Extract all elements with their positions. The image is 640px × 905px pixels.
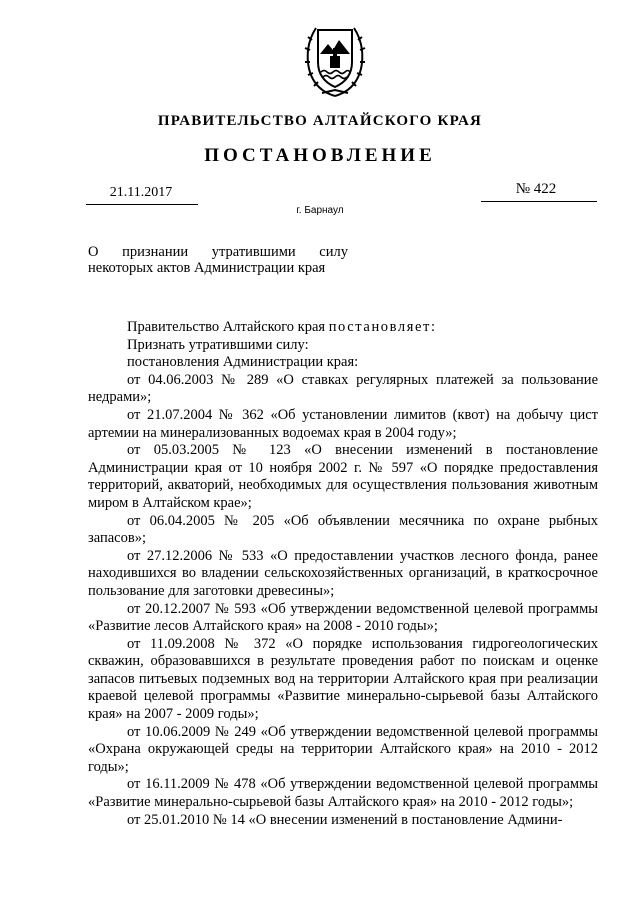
list-item: от 04.06.2003 № 289 «О ставках регулярных платежей за пользование недрами»;	[88, 371, 598, 406]
list-item: от 20.12.2007 № 593 «Об утверждении ведомственной целевой программы «Развитие лесов Алтайского края» на 2008 - 2010 годы»;	[88, 600, 598, 635]
intro-paragraph	[88, 319, 598, 337]
coat-of-arms-emblem	[300, 20, 370, 100]
city-label: г. Барнаул	[296, 205, 344, 216]
list-heading-paragraph: постановления Администрации края:	[127, 354, 359, 371]
list-item: от 25.01.2010 № 14 «О внесении изменений в постановление Админи-	[127, 811, 563, 828]
document-date: 21.11.2017	[109, 185, 173, 200]
list-item: от 11.09.2008 № 372 «О порядке использования гидрогеологических скважин, образовавшихся в результате проведения работ по поискам и оценке запасов питьевых подземных вод на территории Алтайского края при реализации краевой целевой программы «Развитие минерально-сырьевой базы Алтайского края» на 2007 - 2009 годы»;	[88, 635, 598, 723]
document-number: № 422	[515, 181, 557, 197]
list-item: от 05.03.2005 № 123 «О внесении изменений в постановление Администрации края от 10 ноября 2002 г. № 597 «О порядке предоставления территорий, акваторий, необходимых для осуществления пользования животным миром в Алтайском крае»;	[88, 442, 598, 511]
number-underline	[481, 201, 597, 202]
document-subject: О признании утратившими силу некоторых актов Администрации края	[88, 244, 348, 276]
document-body	[88, 319, 598, 829]
organization-title: ПРАВИТЕЛЬСТВО АЛТАЙСКОГО КРАЯ	[157, 113, 483, 129]
intro-action-text: постановляет:	[328, 319, 437, 335]
intro-text: Правительство Алтайского края	[127, 319, 326, 335]
declaration-paragraph: Признать утратившими силу:	[127, 336, 309, 353]
document-type-title: ПОСТАНОВЛЕНИЕ	[204, 145, 436, 166]
list-item: от 21.07.2004 № 362 «Об установлении лимитов (квот) на добычу цист артемии на минерализованных водоемах края в 2004 году»;	[88, 406, 598, 441]
list-item: от 16.11.2009 № 478 «Об утверждении ведомственной целевой программы «Развитие минерально-сырьевой базы Алтайского края» на 2010 - 2012 годы»;	[88, 776, 598, 811]
list-item: от 10.06.2009 № 249 «Об утверждении ведомственной целевой программы «Охрана окружающей среды на территории Алтайского края» на 2010 - 2012 годы»;	[88, 723, 598, 775]
list-item: от 27.12.2006 № 533 «О предоставлении участков лесного фонда, ранее находившихся во владении сельскохозяйственных организаций, в краткосрочное пользование для заготовки древесины»;	[88, 547, 598, 599]
list-item: от 06.04.2005 № 205 «Об объявлении месячника по охране рыбных запасов»;	[88, 512, 598, 547]
